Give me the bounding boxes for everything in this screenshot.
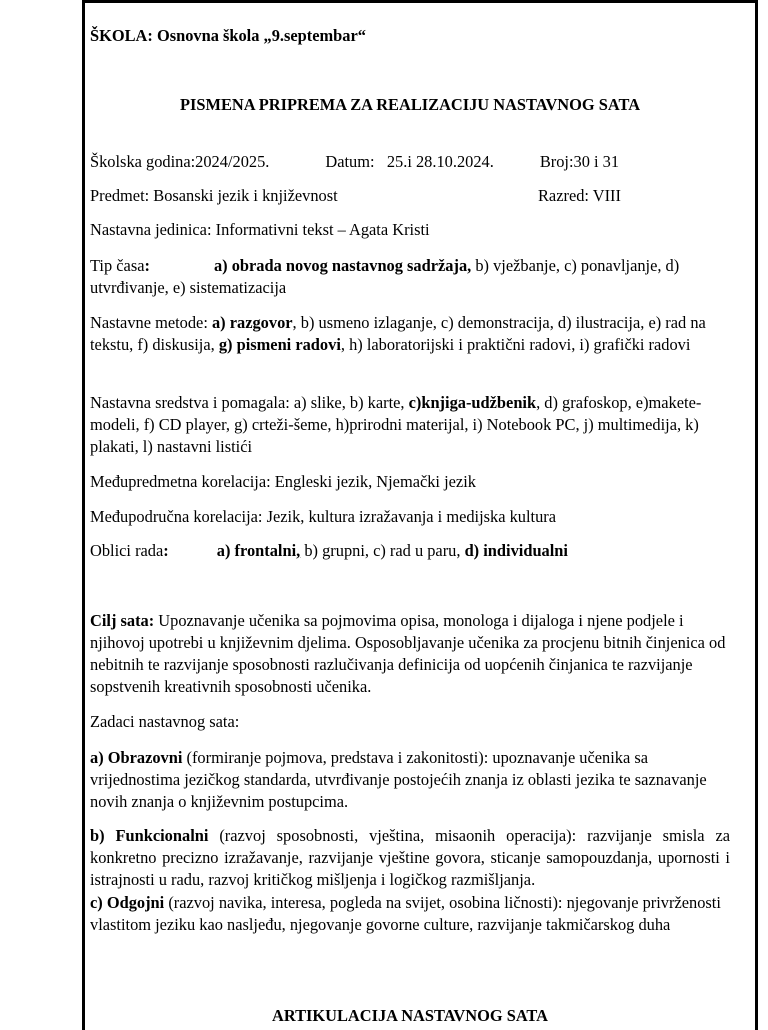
work-forms [90,540,730,562]
work-forms-other: b) grupni, c) rad u paru, [300,541,465,560]
work-form-individual: d) individualni [464,541,568,560]
teaching-methods [90,312,730,356]
task-educational [90,747,730,813]
resources-label: Nastavna sredstva i pomagala: a) slike, b) karte, [90,393,409,412]
task-upbringing-text: (razvoj navika, interesa, pogleda na svijet, osobina ličnosti): njegovanje privrženosti vlastitom jeziku kao nasljeđu, njegovanje govorne culture, razvijanje takmičarskog duha [90,893,721,934]
task-functional-label: b) Funkcionalni [90,826,209,845]
subject-grade-line [90,185,730,207]
lesson-number: Broj:30 i 31 [539,152,620,171]
methods-rest: , h) laboratorijski i praktični radovi, i) grafički radovi [340,335,691,354]
lesson-type [90,255,730,299]
subject-correlation: Međupredmetna korelacija: Engleski jezik, Njemački jezik [90,472,476,491]
articulation-title: ARTIKULACIJA NASTAVNOG SATA [272,1006,548,1025]
methods-other: , b) usmeno izlaganje, c) demonstracija, d) ilustracija, e) rad na tekstu, f) diskusija, [90,313,706,354]
resource-textbook: c)knjiga-udžbenik [408,393,537,412]
subject: Predmet: Bosanski jezik i književnost [90,186,338,205]
lesson-type-label: Tip časa [90,256,145,275]
school-label: ŠKOLA: [90,26,153,45]
area-correlation: Međupodručna korelacija: Jezik, kultura izražavanja i medijska kultura [90,507,557,526]
school-line [90,25,730,47]
work-forms-label: Oblici rada [90,541,164,560]
task-functional-text: (razvoj sposobnosti, vještina, misaonih operacija): razvijanje smisla za konkretno precizno izražavanje, razvijanje vještine govora, sticanje samopouzdanja, upornosti i istrajnosti u radu, razvoj kritičkog mišljenja i logičkog razmišljanja. [90,826,731,889]
lesson-date: Datum: 25.i 28.10.2024. [325,152,494,171]
work-forms-comma: , [296,541,301,560]
grade: Razred: VIII [538,186,621,205]
methods-label: Nastavne metode: [90,313,212,332]
task-functional [90,825,730,891]
goal-text: Upoznavanje učenika sa pojmovima opisa, monologa i dijaloga i njene podjele i njihovoj upotrebi u književnim djelima. Osposobljavanje učenika za procjenu bitnih činjenica od nebitnih te razvijanje sposobnosti razlučivanja definicija od uopćenih činjanica te razvijanje sopstvenih kreativnih sposobnosti učenika. [90,611,726,696]
lesson-type-colon: : [144,256,150,275]
tasks-heading: Zadaci nastavnog sata: [90,712,240,731]
year-date-number-line [90,151,730,173]
lesson-goal [90,610,730,698]
school-name: Osnovna škola „9.septembar“ [156,26,366,45]
method-written-work: g) pismeni radovi [218,335,341,354]
task-upbringing-label: c) Odgojni [90,893,165,912]
teaching-unit: Nastavna jedinica: Informativni tekst – Agata Kristi [90,220,430,239]
lesson-type-other: b) vježbanje, c) ponavljanje, d) utvrđivanje, e) sistematizacija [90,256,680,297]
school-year: Školska godina:2024/2025. [90,152,270,171]
work-form-frontal: a) frontalni [216,541,297,560]
lesson-type-selected: a) obrada novog nastavnog sadržaja, [213,256,472,275]
teaching-resources [90,392,730,458]
goal-label: Cilj sata: [90,611,155,630]
resources-other: , d) grafoskop, e)makete-modeli, f) CD player, g) crteži-šeme, h)prirodni materijal, i) Notebook PC, j) multimedija, k) plakati, l) nastavni listići [90,393,702,456]
task-upbringing [90,892,730,936]
method-conversation: a) razgovor [211,313,293,332]
task-educational-text: (formiranje pojmova, predstava i zakonitosti): upoznavanje učenika sa vrijednostima jezičkog standarda, utvrđivanje postojećih znanja iz oblasti jezika te saznavanje novih znanja o književnim postupcima. [90,748,707,811]
task-educational-label: a) Obrazovni [90,748,183,767]
document-title: PISMENA PRIPREMA ZA REALIZACIJU NASTAVNOG SATA [179,95,641,114]
work-forms-colon: : [163,541,169,560]
